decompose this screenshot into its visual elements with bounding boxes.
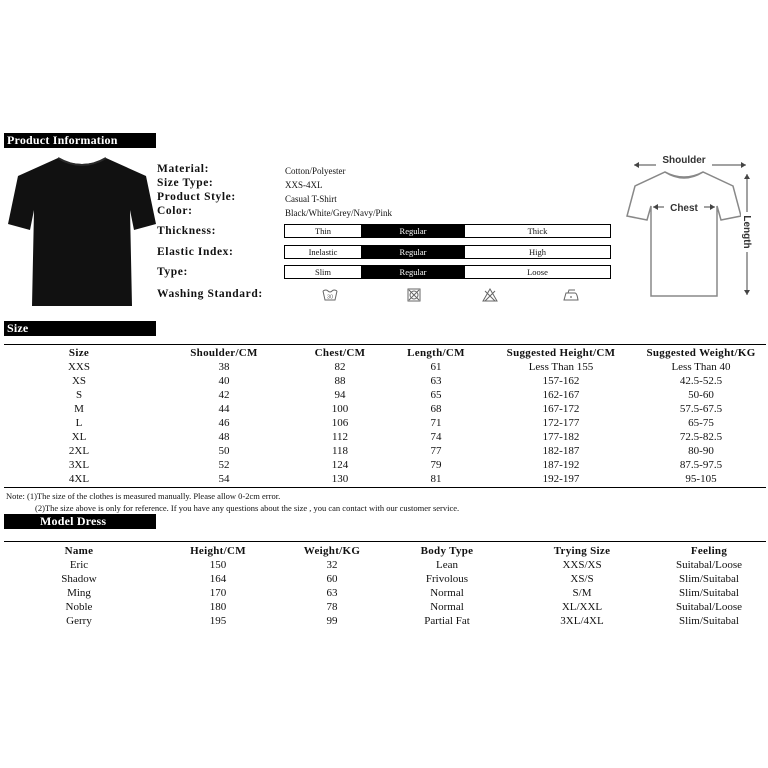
black-tshirt-image: [6, 150, 158, 310]
table-row: [4, 360, 766, 374]
table-row: [4, 388, 766, 402]
table-row: [4, 600, 766, 614]
type-option-loose: Loose: [527, 267, 548, 277]
table-cell: Noble: [65, 601, 93, 613]
table-cell: 81: [430, 473, 442, 485]
table-cell: 68: [430, 403, 442, 415]
table-cell: Less Than 155: [528, 361, 594, 373]
table-cell: 32: [326, 559, 338, 571]
product-info-title: Product Information: [7, 133, 118, 147]
table-cell: XXS/XS: [562, 559, 602, 571]
table-cell: 180: [209, 601, 227, 613]
table-cell: 4XL: [68, 473, 90, 485]
table-cell: 78: [326, 601, 338, 613]
washing-standard-label: Washing Standard:: [157, 288, 263, 300]
table-cell: Gerry: [66, 615, 92, 627]
table-cell: 54: [218, 473, 230, 485]
table-cell: 164: [209, 573, 227, 585]
shoulder-label: Shoulder: [662, 155, 706, 166]
model-table-top-rule: [4, 541, 766, 542]
table-cell: 48: [218, 431, 230, 443]
table-cell: 65: [430, 389, 442, 401]
table-cell: 87.5-97.5: [679, 459, 723, 471]
table-cell: XL: [71, 431, 87, 443]
table-cell: XL/XXL: [561, 601, 603, 613]
table-row: [4, 472, 766, 486]
no-bleach-icon: [482, 288, 498, 302]
table-cell: M: [74, 403, 84, 415]
table-cell: Suitabal/Loose: [676, 601, 742, 613]
product-style-value: Casual T-Shirt: [285, 194, 337, 204]
table-cell: S: [75, 389, 83, 401]
material-value: Cotton/Polyester: [285, 166, 346, 176]
elastic-index-label: Elastic Index:: [157, 246, 234, 258]
table-cell: 162-167: [542, 389, 580, 401]
table-cell: 118: [331, 445, 349, 457]
col-trying-size: Trying Size: [553, 544, 611, 557]
no-tumble-dry-icon: [406, 288, 422, 302]
size-table-bottom-rule: [4, 487, 766, 488]
col-name: Name: [64, 544, 94, 557]
table-cell: 100: [331, 403, 349, 415]
wash-30-icon: [322, 288, 338, 302]
table-cell: Ming: [67, 587, 91, 599]
table-cell: 50-60: [688, 389, 714, 401]
measurement-diagram: [620, 150, 758, 300]
table-cell: 63: [430, 375, 442, 387]
material-label: Material:: [157, 163, 210, 175]
table-cell: 195: [209, 615, 227, 627]
table-cell: Suitabal/Loose: [676, 559, 742, 571]
col-height: Suggested Height/CM: [506, 346, 616, 359]
col-shoulder: Shoulder/CM: [190, 346, 258, 359]
table-cell: 57.5-67.5: [679, 403, 723, 415]
table-cell: 38: [218, 361, 230, 373]
product-info-band: [4, 133, 156, 148]
table-cell: 124: [331, 459, 349, 471]
table-cell: Slim/Suitabal: [679, 615, 739, 627]
length-label: Length: [741, 215, 752, 249]
type-option-regular: Regular: [361, 266, 465, 278]
model-table-header: [4, 543, 766, 558]
model-dress-title: Model Dress: [40, 514, 107, 528]
table-cell: 60: [326, 573, 338, 585]
table-cell: 182-187: [542, 445, 580, 457]
elastic-option-regular: Regular: [361, 246, 465, 258]
table-cell: XS: [71, 375, 87, 387]
table-cell: 157-162: [542, 375, 580, 387]
table-cell: 42: [218, 389, 230, 401]
table-cell: 50: [218, 445, 230, 457]
table-cell: Less Than 40: [671, 361, 731, 373]
thickness-label: Thickness:: [157, 225, 217, 237]
table-cell: 150: [209, 559, 227, 571]
col-length: Length/CM: [407, 346, 465, 359]
table-cell: Frivolous: [425, 573, 469, 585]
table-cell: Eric: [69, 559, 89, 571]
table-cell: 3XL/4XL: [560, 615, 604, 627]
table-cell: 2XL: [68, 445, 90, 457]
table-cell: 80-90: [688, 445, 714, 457]
table-row: [4, 374, 766, 388]
size-type-value: XXS-4XL: [285, 180, 323, 190]
thickness-option-thin: Thin: [314, 226, 332, 236]
table-row: [4, 614, 766, 628]
table-row: [4, 444, 766, 458]
col-model-height: Height/CM: [190, 544, 246, 557]
col-size: Size: [68, 346, 90, 359]
table-cell: 46: [218, 417, 230, 429]
color-value: Black/White/Grey/Navy/Pink: [285, 208, 392, 218]
thickness-option-thick: Thick: [527, 226, 548, 236]
table-cell: 167-172: [542, 403, 580, 415]
table-cell: 82: [334, 361, 346, 373]
table-row: [4, 402, 766, 416]
table-cell: S/M: [572, 587, 592, 599]
col-model-weight: Weight/KG: [303, 544, 361, 557]
table-cell: 79: [430, 459, 442, 471]
table-row: [4, 572, 766, 586]
col-weight: Suggested Weight/KG: [646, 346, 756, 359]
size-table: [4, 345, 766, 486]
table-cell: Normal: [430, 601, 464, 613]
table-cell: Lean: [436, 559, 458, 571]
thickness-scale: [284, 224, 611, 238]
col-feeling: Feeling: [690, 544, 728, 557]
table-cell: 3XL: [68, 459, 90, 471]
type-label: Type:: [157, 266, 188, 278]
table-cell: 65-75: [688, 417, 714, 429]
table-row: [4, 416, 766, 430]
table-cell: 177-182: [542, 431, 580, 443]
elastic-scale: [284, 245, 611, 259]
table-cell: 44: [218, 403, 230, 415]
table-cell: 95-105: [685, 473, 717, 485]
size-band: [4, 321, 156, 336]
size-table-header: [4, 345, 766, 360]
table-row: [4, 430, 766, 444]
table-cell: 71: [430, 417, 442, 429]
table-row: [4, 558, 766, 572]
table-cell: 112: [331, 431, 349, 443]
note-line-1: Note: (1)The size of the clothes is measured manually. Please allow 0-2cm error.: [6, 491, 281, 501]
table-cell: 42.5-52.5: [679, 375, 723, 387]
table-cell: 106: [331, 417, 349, 429]
table-cell: 40: [218, 375, 230, 387]
elastic-option-inelastic: Inelastic: [308, 247, 338, 257]
table-row: [4, 586, 766, 600]
table-cell: Shadow: [61, 573, 97, 585]
table-cell: 99: [326, 615, 338, 627]
table-row: [4, 458, 766, 472]
table-cell: 192-197: [542, 473, 580, 485]
table-cell: XXS: [67, 361, 90, 373]
table-cell: 170: [209, 587, 227, 599]
product-style-label: Product Style:: [157, 191, 236, 203]
table-cell: 61: [430, 361, 442, 373]
table-cell: 72.5-82.5: [679, 431, 723, 443]
chest-label: Chest: [670, 203, 698, 214]
wash-temp-text: 30: [326, 294, 334, 301]
table-cell: Slim/Suitabal: [679, 573, 739, 585]
col-chest: Chest/CM: [314, 346, 366, 359]
elastic-option-high: High: [529, 247, 546, 257]
size-type-label: Size Type:: [157, 177, 214, 189]
note-line-2: (2)The size above is only for reference. If you have any questions about the size , you can contact with our customer service.: [35, 503, 460, 513]
color-label: Color:: [157, 205, 193, 217]
model-dress-band: [4, 514, 156, 529]
table-cell: L: [75, 417, 83, 429]
type-option-slim: Slim: [314, 267, 332, 277]
table-cell: 63: [326, 587, 338, 599]
table-cell: 77: [430, 445, 442, 457]
type-scale: [284, 265, 611, 279]
table-cell: 88: [334, 375, 346, 387]
table-cell: 94: [334, 389, 346, 401]
table-cell: 52: [218, 459, 230, 471]
table-cell: 172-177: [542, 417, 580, 429]
table-cell: Slim/Suitabal: [679, 587, 739, 599]
model-table: [4, 543, 766, 628]
table-cell: 74: [430, 431, 442, 443]
table-cell: 187-192: [542, 459, 580, 471]
iron-low-icon: [563, 288, 579, 302]
table-cell: XS/S: [570, 573, 594, 585]
size-band-title: Size: [7, 321, 29, 335]
table-cell: 130: [331, 473, 349, 485]
table-cell: Partial Fat: [424, 615, 470, 627]
col-body-type: Body Type: [420, 544, 474, 557]
table-cell: Normal: [430, 587, 464, 599]
thickness-option-regular: Regular: [361, 225, 465, 237]
